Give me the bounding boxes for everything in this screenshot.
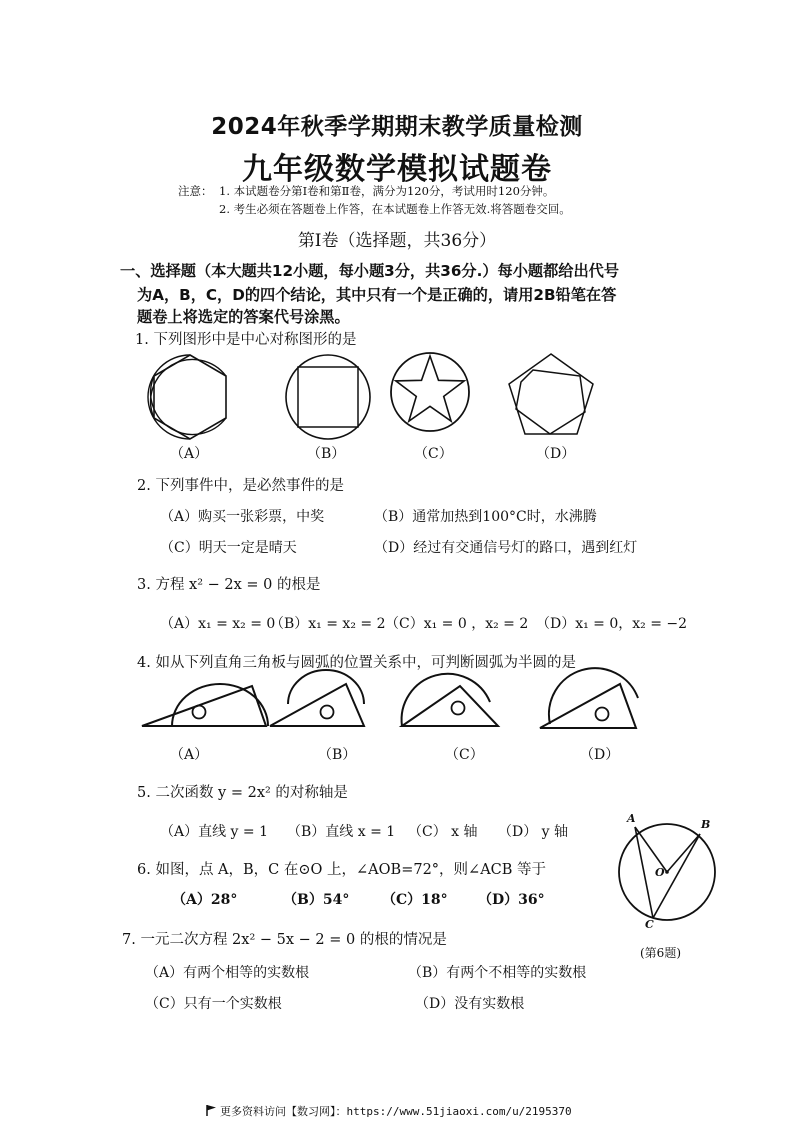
notice-item-2: 2. 考生必须在答题卷上作答，在本试题卷上作答无效.将答题卷交回。	[219, 202, 571, 216]
question-6-stem: 6. 如图，点 A，B，C 在⊙O 上，∠AOB=72°，则∠ACB 等于	[137, 862, 547, 878]
q1-figure-d	[503, 350, 599, 440]
section-heading-line3: 题卷上将选定的答案代号涂黑。	[137, 308, 350, 326]
q7-option-b: （B）有两个不相等的实数根	[408, 965, 587, 981]
q6-point-a: A	[627, 812, 636, 825]
section-title: 第Ⅰ卷（选择题，共36分）	[297, 231, 497, 251]
q4-figure-c	[398, 676, 502, 732]
q6-option-b: （B）54°	[283, 892, 350, 908]
q4-label-b: （B）	[318, 747, 357, 763]
question-4-stem: 4. 如从下列直角三角板与圆弧的位置关系中，可判断圆弧为半圆的是	[137, 655, 576, 671]
exam-title-line2: 九年级数学模拟试题卷	[242, 152, 552, 187]
q7-option-d: （D）没有实数根	[415, 996, 525, 1012]
q2-option-c: （C）明天一定是晴天	[160, 540, 297, 556]
q2-option-b: （B）通常加热到100°C时，水沸腾	[374, 509, 597, 525]
q1-label-b: （B）	[307, 446, 346, 462]
question-5-stem: 5. 二次函数 y = 2x² 的对称轴是	[137, 785, 348, 801]
q6-point-b: B	[701, 818, 711, 831]
q6-option-d: （D）36°	[478, 892, 545, 908]
flag-icon	[205, 1104, 217, 1116]
section-heading-line1: 一、选择题（本大题共12小题，每小题3分，共36分.）每小题都给出代号	[120, 262, 620, 280]
q5-option-b: （B）直线 x = 1	[287, 824, 396, 840]
q2-option-d: （D）经过有交通信号灯的路口，遇到红灯	[374, 540, 638, 556]
footer-link-text[interactable]: 更多资料访问【数习网】：https://www.51jiaoxi.com/u/2195370	[220, 1105, 572, 1118]
q4-label-a: （A）	[170, 747, 209, 763]
q2-option-a: （A）购买一张彩票，中奖	[160, 509, 325, 525]
q5-option-d: （D） y 轴	[498, 824, 569, 840]
question-1-stem: 1. 下列图形中是中心对称图形的是	[135, 332, 357, 348]
question-2-stem: 2. 下列事件中，是必然事件的是	[137, 478, 344, 494]
q4-figure-a	[140, 680, 270, 732]
q1-figure-b	[283, 352, 373, 442]
q3-option-c: （C）x₁ = 0 ，x₂ = 2	[385, 616, 529, 632]
q1-label-a: （A）	[170, 446, 209, 462]
q4-label-c: （C）	[445, 747, 484, 763]
section-heading-line2: 为A，B，C，D的四个结论，其中只有一个是正确的，请用2B铅笔在答	[137, 286, 617, 304]
q6-figure-caption: (第6题)	[640, 946, 681, 960]
notice-label: 注意：	[178, 184, 213, 198]
q1-figure-c	[388, 350, 472, 434]
q3-option-b: （B）x₁ = x₂ = 2	[270, 616, 386, 632]
q6-option-c: （C）18°	[382, 892, 448, 908]
q4-figure-d	[538, 676, 642, 734]
q7-option-c: （C）只有一个实数根	[145, 996, 282, 1012]
q7-option-a: （A）有两个相等的实数根	[145, 965, 310, 981]
q4-label-d: （D）	[580, 747, 620, 763]
question-3-stem: 3. 方程 x² − 2x = 0 的根是	[137, 577, 321, 593]
exam-title-line1: 2024年秋季学期期末教学质量检测	[211, 114, 583, 140]
q3-option-a: （A）x₁ = x₂ = 0	[160, 616, 276, 632]
q6-option-a: （A）28°	[172, 892, 238, 908]
q6-point-c: C	[645, 918, 654, 931]
q1-label-d: （D）	[536, 446, 576, 462]
q1-figure-a	[145, 352, 235, 442]
notice-item-1: 1. 本试题卷分第Ⅰ卷和第Ⅱ卷，满分为120分，考试用时120分钟。	[219, 184, 555, 198]
q5-option-a: （A）直线 y = 1	[160, 824, 269, 840]
q5-option-c: （C） x 轴	[408, 824, 478, 840]
question-7-stem: 7. 一元二次方程 2x² − 5x − 2 = 0 的根的情况是	[122, 932, 447, 948]
q3-option-d: （D）x₁ = 0，x₂ = −2	[536, 616, 688, 632]
q6-point-o: O	[655, 866, 665, 879]
q1-label-c: （C）	[414, 446, 453, 462]
q4-figure-b	[268, 674, 368, 734]
